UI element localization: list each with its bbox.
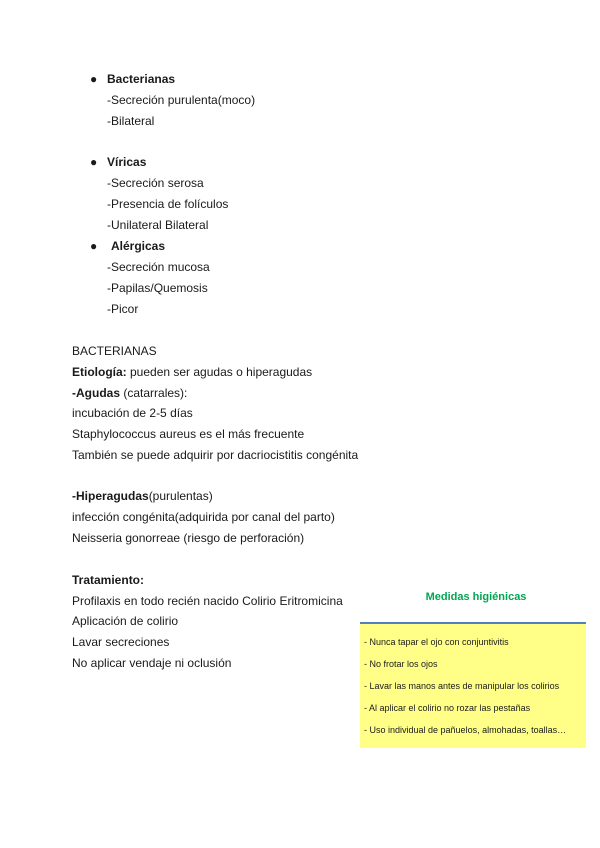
- medidas-item: - No frotar los ojos: [364, 659, 438, 669]
- hiperagudas-label: Hiperagudas: [76, 489, 149, 503]
- type-line: -Presencia de folículos: [107, 197, 229, 211]
- tratamiento-line: No aplicar vendaje ni oclusión: [72, 656, 232, 670]
- agudas-label: Agudas: [76, 386, 121, 400]
- type-line: -Picor: [107, 302, 139, 316]
- etiologia-line: [72, 365, 312, 379]
- hiperagudas-line: Neisseria gonorreae (riesgo de perforación): [72, 531, 305, 545]
- agudas-line: Staphylococcus aureus es el más frecuente: [72, 427, 305, 441]
- medidas-item: - Nunca tapar el ojo con conjuntivitis: [364, 637, 509, 647]
- medidas-box: [360, 622, 586, 748]
- section-heading: BACTERIANAS: [72, 344, 157, 358]
- medidas-title: Medidas higiénicas: [425, 591, 527, 603]
- medidas-item: - Lavar las manos antes de manipular los colirios: [364, 681, 560, 691]
- tratamiento-heading: Tratamiento:: [72, 573, 145, 587]
- type-heading-viricas: Víricas: [107, 155, 147, 169]
- medidas-item: - Al aplicar el colirio no rozar las pestañas: [364, 703, 531, 713]
- agudas-suffix: (catarrales):: [120, 386, 188, 400]
- hiperagudas-dash: -: [72, 489, 76, 503]
- type-heading-bacterianas: Bacterianas: [107, 72, 176, 86]
- tratamiento-line: Profilaxis en todo recién nacido Colirio Eritromicina: [72, 594, 343, 608]
- type-line: -Secreción serosa: [107, 176, 204, 190]
- type-line: -Secreción mucosa: [107, 260, 210, 274]
- type-line: -Unilateral Bilateral: [107, 218, 209, 232]
- type-heading-alergicas: Alérgicas: [111, 239, 166, 253]
- type-line: -Bilateral: [107, 114, 155, 128]
- hiperagudas-suffix: (purulentas): [148, 489, 213, 503]
- hiperagudas-line: infección congénita(adquirida por canal del parto): [72, 510, 335, 524]
- tratamiento-line: Aplicación de colirio: [72, 614, 179, 628]
- hiperagudas-heading: [72, 489, 213, 503]
- bullet-icon: ●: [90, 155, 98, 169]
- agudas-line: También se puede adquirir por dacriocistitis congénita: [72, 448, 359, 462]
- type-line: -Secreción purulenta(moco): [107, 93, 256, 107]
- agudas-line: incubación de 2-5 días: [72, 406, 193, 420]
- tratamiento-line: Lavar secreciones: [72, 635, 170, 649]
- medidas-item: - Uso individual de pañuelos, almohadas, toallas…: [364, 725, 567, 735]
- agudas-heading: [72, 386, 187, 400]
- agudas-dash: -: [72, 386, 76, 400]
- type-line: -Papilas/Quemosis: [107, 281, 208, 295]
- bullet-icon: ●: [90, 72, 98, 86]
- etiologia-label: Etiología:: [72, 365, 127, 379]
- bullet-icon: ●: [90, 239, 98, 253]
- etiologia-text: pueden ser agudas o hiperagudas: [126, 365, 313, 379]
